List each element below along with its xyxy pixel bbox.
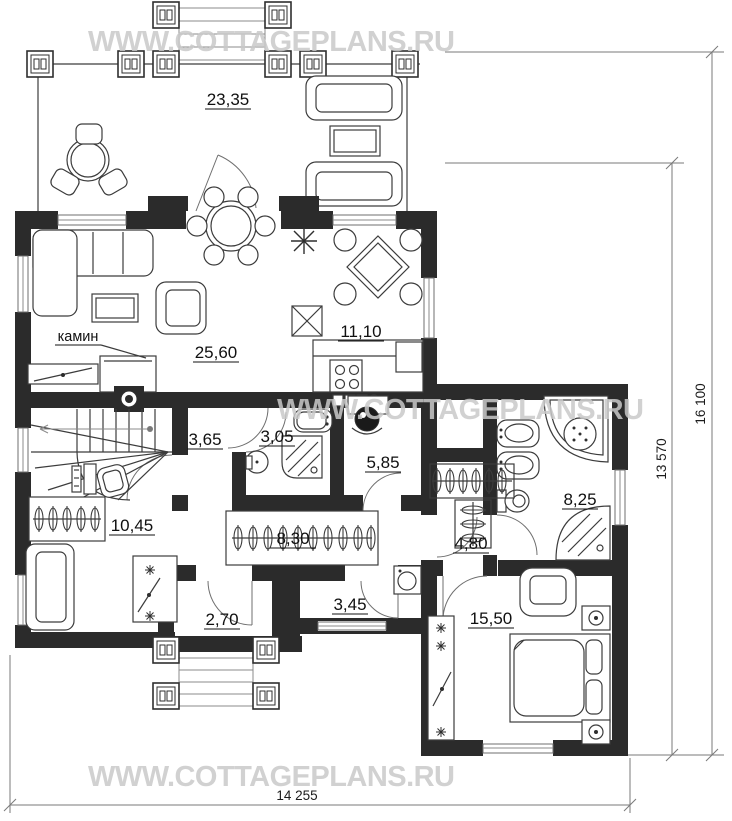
room-label-bathroom: 8,25 <box>563 490 597 509</box>
room-label-study: 10,45 <box>110 516 154 535</box>
kitchen-furniture <box>291 228 423 406</box>
porch-column-icon <box>265 2 291 28</box>
dim-height-outer: 16 100 <box>693 383 708 425</box>
room-label-terrace: 23,35 <box>206 90 250 109</box>
room-label-hall: 3,65 <box>188 430 222 449</box>
porch-column-icon <box>27 51 53 77</box>
porch-column-icon <box>253 683 279 709</box>
porch-column-icon <box>153 637 179 663</box>
room-label-entry: 2,70 <box>205 610 239 629</box>
room-label-utility: 3,45 <box>333 595 367 614</box>
room-label-living: 25,60 <box>194 343 238 362</box>
utility-fixtures <box>394 566 421 594</box>
porch-column-icon <box>253 637 279 663</box>
bedroom-furniture <box>428 568 610 744</box>
room-label-shower-room: 3,05 <box>260 427 294 446</box>
fireplace-label: камин <box>57 329 99 345</box>
watermark-bottom: WWW.COTTAGEPLANS.RU <box>88 761 456 793</box>
room-label-kitchen: 11,10 <box>340 322 382 341</box>
watermark-middle: WWW.COTTAGEPLANS.RU <box>277 394 645 426</box>
room-label-bedroom: 15,50 <box>469 609 513 628</box>
room-label-wc: 5,85 <box>366 453 400 472</box>
dim-bottom-width: 14 255 <box>276 788 318 803</box>
room-label-corridor: 8,30 <box>276 529 310 548</box>
porch-column-icon <box>153 2 179 28</box>
plant-icon <box>291 228 317 254</box>
watermark-top: WWW.COTTAGEPLANS.RU <box>88 26 456 58</box>
study-furniture <box>26 463 177 630</box>
room-label-dressing: 4,80 <box>454 534 488 553</box>
porch-column-icon <box>153 683 179 709</box>
dim-height-inner: 13 570 <box>654 438 669 480</box>
